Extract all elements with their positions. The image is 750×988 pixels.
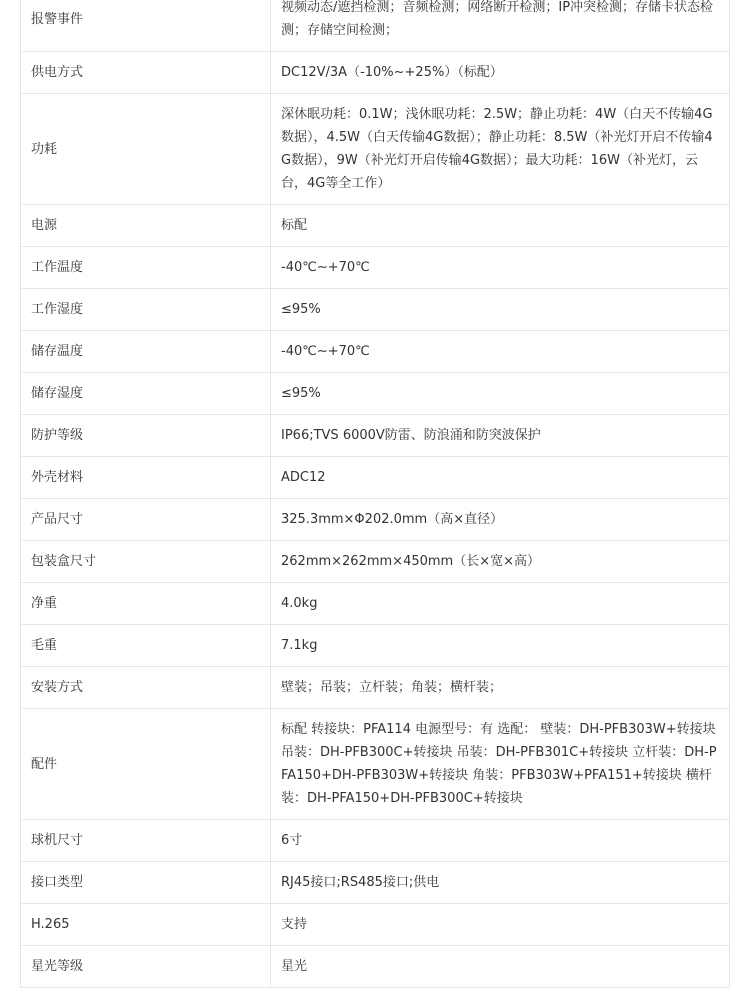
spec-row-product-dimensions xyxy=(21,499,730,541)
spec-key: 净重 xyxy=(21,583,271,625)
spec-row-protection-level xyxy=(21,415,730,457)
spec-value: 支持 xyxy=(271,904,730,946)
spec-key: 防护等级 xyxy=(21,415,271,457)
spec-value: 4.0kg xyxy=(271,583,730,625)
spec-row-package-dimensions xyxy=(21,541,730,583)
spec-value: 262mm×262mm×450mm（长×宽×高） xyxy=(271,541,730,583)
spec-value: IP66;TVS 6000V防雷、防浪涌和防突波保护 xyxy=(271,415,730,457)
spec-key: 星光等级 xyxy=(21,946,271,988)
spec-key: 产品尺寸 xyxy=(21,499,271,541)
spec-row-operating-humidity xyxy=(21,289,730,331)
spec-key: 储存温度 xyxy=(21,331,271,373)
spec-value: 标配 转接块：PFA114 电源型号：有 选配： 壁装：DH-PFB303W+转接块 吊装：DH-PFB300C+转接块 吊装：DH-PFB301C+转接块 立杆装：DH-PFA150+DH-PFB303W+转接块 角装：PFB303W+PFA151+转接块 横杆装：DH-PFA150+DH-PFB300C+转接块 xyxy=(271,709,730,820)
spec-row-storage-humidity xyxy=(21,373,730,415)
spec-row-storage-temperature xyxy=(21,331,730,373)
spec-row-power-supply xyxy=(21,52,730,94)
spec-key: 电源 xyxy=(21,205,271,247)
spec-row-interface-type xyxy=(21,862,730,904)
spec-value: 325.3mm×Φ202.0mm（高×直径） xyxy=(271,499,730,541)
spec-key: 接口类型 xyxy=(21,862,271,904)
spec-key: 储存湿度 xyxy=(21,373,271,415)
spec-value: ADC12 xyxy=(271,457,730,499)
spec-value: 6寸 xyxy=(271,820,730,862)
spec-key: H.265 xyxy=(21,904,271,946)
spec-value: ≤95% xyxy=(271,373,730,415)
spec-key: 工作温度 xyxy=(21,247,271,289)
spec-key: 外壳材料 xyxy=(21,457,271,499)
spec-key: 安装方式 xyxy=(21,667,271,709)
spec-value: -40℃~+70℃ xyxy=(271,331,730,373)
spec-key: 功耗 xyxy=(21,94,271,205)
spec-key: 毛重 xyxy=(21,625,271,667)
spec-key: 报警事件 xyxy=(21,0,271,52)
spec-row-alarm-events xyxy=(21,0,730,52)
spec-value: RJ45接口;RS485接口;供电 xyxy=(271,862,730,904)
spec-row-dome-size xyxy=(21,820,730,862)
spec-row-power-consumption xyxy=(21,94,730,205)
spec-value: DC12V/3A（-10%~+25%）（标配） xyxy=(271,52,730,94)
spec-row-h265 xyxy=(21,904,730,946)
spec-row-net-weight xyxy=(21,583,730,625)
spec-key: 球机尺寸 xyxy=(21,820,271,862)
spec-row-power-source xyxy=(21,205,730,247)
spec-table-body xyxy=(21,0,730,988)
spec-value: -40℃~+70℃ xyxy=(271,247,730,289)
spec-row-installation xyxy=(21,667,730,709)
spec-row-operating-temperature xyxy=(21,247,730,289)
spec-key: 工作湿度 xyxy=(21,289,271,331)
spec-value: 标配 xyxy=(271,205,730,247)
spec-value: ≤95% xyxy=(271,289,730,331)
spec-key: 供电方式 xyxy=(21,52,271,94)
spec-value: 星光 xyxy=(271,946,730,988)
spec-value: 深休眠功耗：0.1W；浅休眠功耗：2.5W；静止功耗：4W（白天不传输4G数据），4.5W（白天传输4G数据）；静止功耗：8.5W（补光灯开启不传输4G数据），9W（补光灯开启传输4G数据）；最大功耗：16W（补光灯，云台，4G等全工作） xyxy=(271,94,730,205)
spec-row-gross-weight xyxy=(21,625,730,667)
spec-key: 包装盒尺寸 xyxy=(21,541,271,583)
spec-row-housing-material xyxy=(21,457,730,499)
spec-key: 配件 xyxy=(21,709,271,820)
spec-value: 壁装；吊装；立杆装；角装；横杆装； xyxy=(271,667,730,709)
spec-row-starlight-level xyxy=(21,946,730,988)
spec-value: 7.1kg xyxy=(271,625,730,667)
spec-row-accessories xyxy=(21,709,730,820)
spec-table xyxy=(20,0,730,988)
spec-value: 视频动态/遮挡检测；音频检测；网络断开检测；IP冲突检测；存储卡状态检测；存储空间检测； xyxy=(271,0,730,52)
